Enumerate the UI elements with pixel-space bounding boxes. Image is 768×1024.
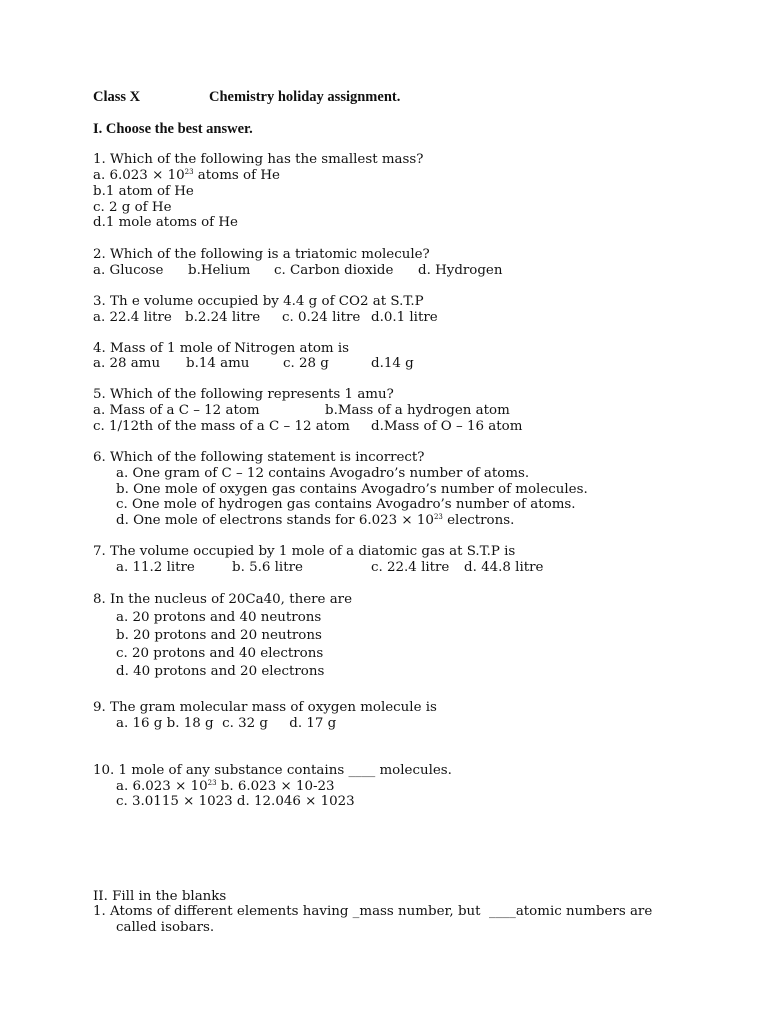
q7-option-c: c. 22.4 litre [371,560,450,575]
question-6: 6. Which of the following statement is incorrect? [93,450,425,465]
question-3: 3. Th e volume occupied by 4.4 g of CO2 at S.T.P [93,294,424,309]
question-8: 8. In the nucleus of 20Ca40, there are [93,592,353,607]
q6-option-a: a. One gram of C – 12 contains Avogadro’s number of atoms. [116,466,530,481]
q5-option-b: b.Mass of a hydrogen atom [325,403,510,418]
class-label: Class X [93,89,141,105]
q1-option-b: b.1 atom of He [93,184,194,199]
question-2: 2. Which of the following is a triatomic molecule? [93,247,430,262]
question-5: 5. Which of the following represents 1 amu? [93,387,394,402]
q7-option-a: a. 11.2 litre [116,560,195,575]
q2-option-c: c. Carbon dioxide [274,263,394,278]
q4-option-d: d.14 g [371,356,414,371]
q5-option-c: c. 1/12th of the mass of a C – 12 atom [93,419,350,434]
question-4: 4. Mass of 1 mole of Nitrogen atom is [93,341,350,356]
q3-option-d: d.0.1 litre [371,310,438,325]
q4-option-b: b.14 amu [186,356,250,371]
q3-option-c: c. 0.24 litre [282,310,361,325]
q10-option-ab: a. $6.023 \times 10^{23}$ b. 6.023 × 10-23 [116,779,335,794]
q4-option-a: a. 28 amu [93,356,161,371]
q8-option-d: d. 40 protons and 20 electrons [116,664,325,679]
q3-option-b: b.2.24 litre [185,310,261,325]
fill-blank-1-line1: 1. Atoms of different elements having _mass number, but ____atomic numbers are [93,904,653,919]
q8-option-c: c. 20 protons and 40 electrons [116,646,324,661]
document-title: Chemistry holiday assignment. [209,89,401,105]
q9-options: a. 16 g b. 18 g c. 32 g d. 17 g [116,716,337,731]
q5-option-a: a. Mass of a C – 12 atom [93,403,260,418]
q1-option-a: a. $6.023 \times 10^{23}$ atoms of He [93,168,280,183]
section1-heading: I. Choose the best answer. [93,121,253,137]
question-9: 9. The gram molecular mass of oxygen molecule is [93,700,437,715]
question-7: 7. The volume occupied by 1 mole of a diatomic gas at S.T.P is [93,544,516,559]
q8-option-b: b. 20 protons and 20 neutrons [116,628,322,643]
q6-option-c: c. One mole of hydrogen gas contains Avogadro’s number of atoms. [116,497,576,512]
q8-option-a: a. 20 protons and 40 neutrons [116,610,322,625]
q7-option-b: b. 5.6 litre [232,560,303,575]
question-1: 1. Which of the following has the smallest mass? [93,152,424,167]
q4-option-c: c. 28 g [283,356,329,371]
q1-option-c: c. 2 g of He [93,200,172,215]
fill-blank-1-line2: called isobars. [116,920,215,935]
q6-option-b: b. One mole of oxygen gas contains Avogadro’s number of molecules. [116,482,588,497]
q5-option-d: d.Mass of O – 16 atom [371,419,523,434]
q2-option-a: a. Glucose [93,263,164,278]
q2-option-b: b.Helium [188,263,251,278]
q7-option-d: d. 44.8 litre [464,560,544,575]
q10-option-cd: c. 3.0115 × 1023 d. 12.046 × 1023 [116,794,355,809]
section2-heading: II. Fill in the blanks [93,889,227,904]
q1-option-d: d.1 mole atoms of He [93,215,238,230]
question-10: 10. 1 mole of any substance contains ____ molecules. [93,763,452,778]
q2-option-d: d. Hydrogen [418,263,503,278]
q3-option-a: a. 22.4 litre [93,310,172,325]
q6-option-d: d. One mole of electrons stands for $6.023 \times 10^{23}$ electrons. [116,513,515,528]
